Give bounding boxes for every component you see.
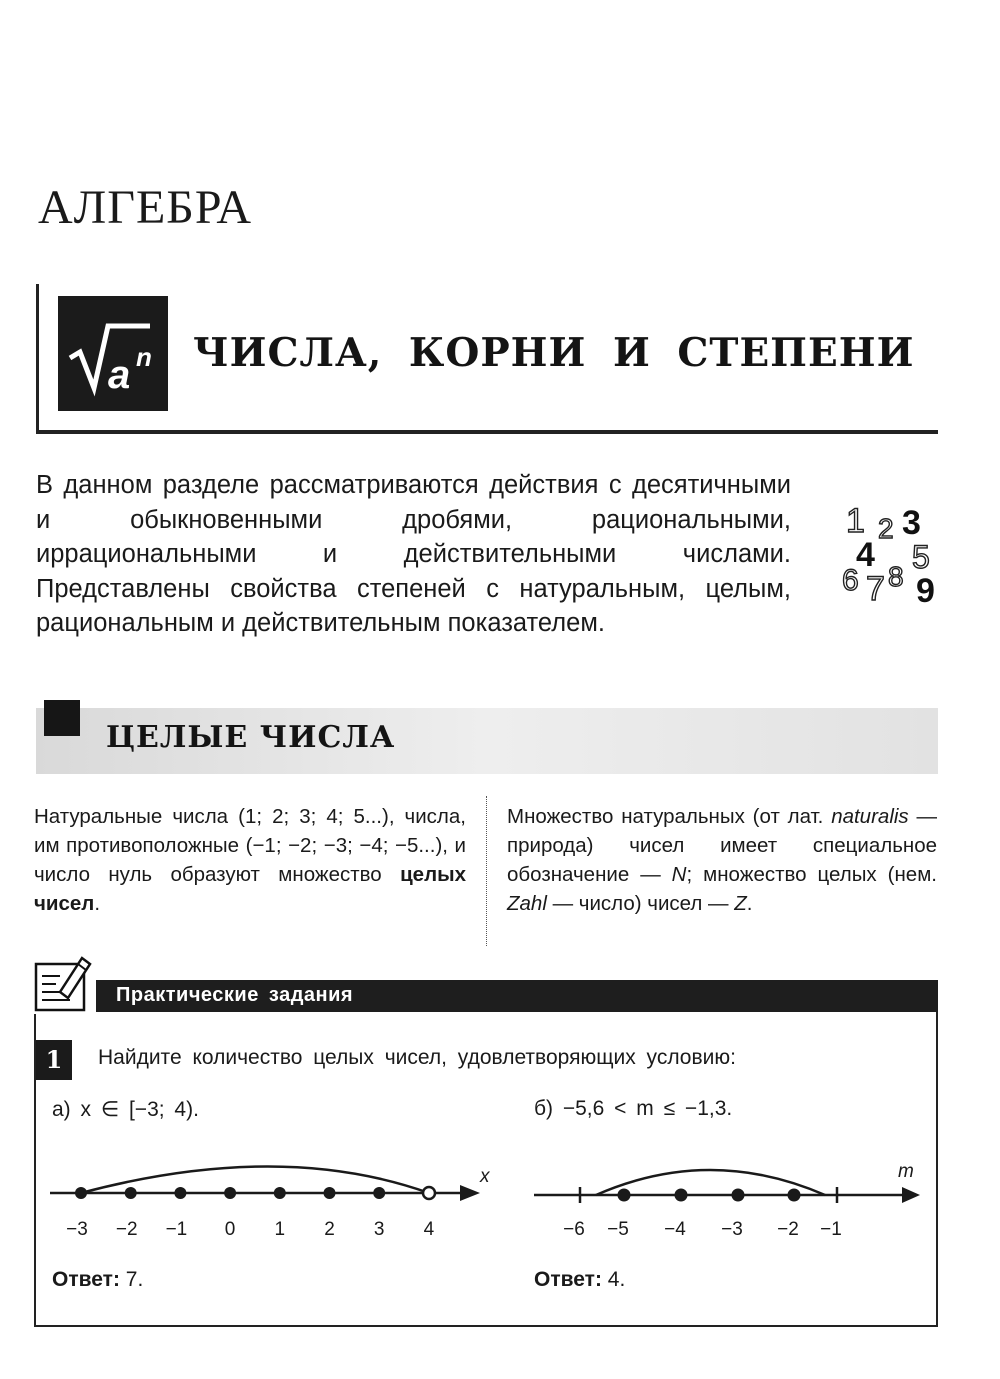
answer-a: Ответ: 7. [52, 1268, 144, 1291]
svg-text:a: a [108, 353, 131, 397]
tick-label: −1 [165, 1219, 188, 1240]
digit-1: 1 [846, 502, 865, 540]
svg-text:x: x [480, 1166, 490, 1187]
point-6 [373, 1187, 385, 1199]
task-number: 1 [36, 1040, 72, 1080]
point-4 [788, 1189, 801, 1202]
tick-label: 4 [423, 1219, 435, 1240]
tick-label: 1 [274, 1219, 286, 1240]
section-marker-icon [44, 700, 80, 736]
chapter-title: ЧИСЛА, КОРНИ И СТЕПЕНИ [193, 330, 915, 376]
number-line-a [40, 1150, 490, 1250]
point-3 [224, 1187, 236, 1199]
tick-label: −3 [66, 1219, 88, 1240]
digit-8: 8 [888, 561, 904, 592]
digits-decoration [838, 496, 958, 616]
answer-b: Ответ: 4. [534, 1268, 626, 1291]
tick-label: 0 [224, 1219, 236, 1240]
sqrt-a-n-icon [58, 296, 168, 411]
svg-text:m: m [898, 1161, 914, 1182]
section-title: ЦЕЛЫЕ ЧИСЛА [106, 720, 396, 755]
digit-4: 4 [856, 536, 875, 574]
point-2 [174, 1187, 186, 1199]
right-column-text: Множество натуральных (от лат. naturalis — природа) чисел имеет специальное обозначение — N; множество целых (нем. Zahl — число) чисел — Z. [507, 805, 937, 915]
tick-label: −2 [115, 1219, 138, 1240]
svg-text:n: n [136, 342, 152, 372]
digit-9: 9 [916, 572, 935, 610]
point-1 [125, 1187, 137, 1199]
column-divider [486, 796, 488, 946]
tick-label: −3 [721, 1219, 743, 1240]
intro-paragraph: В данном разделе рассматриваются действия с десятичными и обыкновенными дробями, рациональными, иррациональными и действительными числами. Представлены свойства степеней с натуральным, целым, рациональным и действительным показателем. [36, 471, 791, 637]
page-title: АЛГЕБРА [38, 181, 253, 234]
point-4 [274, 1187, 286, 1199]
point-2 [675, 1189, 688, 1202]
tick-label: −6 [563, 1219, 585, 1240]
digit-6: 6 [842, 564, 859, 597]
digit-2: 2 [878, 513, 894, 544]
tick-label: −5 [607, 1219, 629, 1240]
tick-label: 3 [373, 1219, 385, 1240]
tick-label: −2 [777, 1219, 799, 1240]
point-0 [75, 1187, 87, 1199]
digit-3: 3 [902, 504, 921, 542]
left-column-text: Натуральные числа (1; 2; 3; 4; 5...), числа, им противоположные (−1; −2; −3; −4; −5...), и число нуль образуют множество целых чисел. [34, 805, 466, 915]
open-endpoint [423, 1187, 435, 1199]
digit-5: 5 [912, 539, 930, 575]
task-text: Найдите количество целых чисел, удовлетворяющих условию: [98, 1046, 736, 1069]
point-5 [324, 1187, 336, 1199]
point-3 [732, 1189, 745, 1202]
point-1 [618, 1189, 631, 1202]
condition-a: а) x ∈ [−3; 4). [52, 1098, 199, 1121]
tick-label: −1 [820, 1219, 842, 1240]
number-line-b [520, 1150, 970, 1250]
condition-b: б) −5,6 < m ≤ −1,3. [534, 1097, 733, 1120]
notebook-pencil-icon [30, 952, 96, 1014]
practice-label: Практические задания [116, 984, 354, 1006]
digit-7: 7 [866, 570, 885, 608]
tick-label: −4 [664, 1219, 686, 1240]
tick-label: 2 [324, 1219, 335, 1240]
